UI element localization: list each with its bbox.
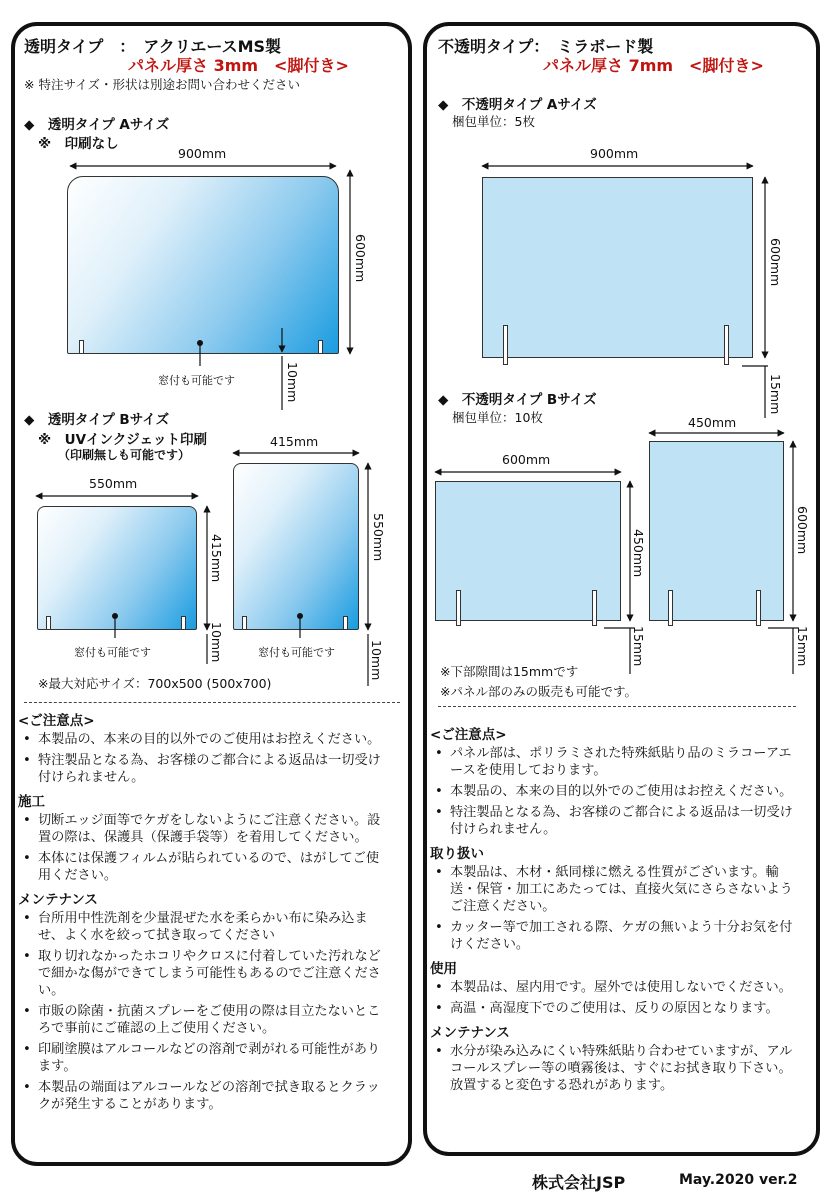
left-caution-title: <ご注意点> [18, 713, 95, 729]
list-item: • 市販の除菌・抗菌スプレーをご使用の際は目立たないところで事前にご確認の上ご使用ください。 [18, 1003, 388, 1037]
left-b1-window-label: 窓付も可能です [74, 646, 151, 659]
right-b1-width-label: 600mm [502, 452, 551, 467]
right-b1-gap-label: 15mm [631, 626, 646, 667]
left-b1-height-label: 415mm [209, 534, 224, 583]
list-item: • 台所用中性洗剤を少量混ぜた水を柔らかい布に染み込ませ、よく水を絞って拭き取ってください [18, 910, 388, 944]
right-a-heading: ◆ 不透明タイプ Aサイズ [438, 97, 597, 113]
list-item: • パネル部は、ポリラミされた特殊紙貼り品のミラコーアエースを使用しております。 [430, 745, 800, 779]
list-item: • 取り切れなかったホコリやクロスに付着していた汚れなどで細かな傷ができてしまう可能性もあるのでご注意ください。 [18, 948, 388, 999]
right-a-pack: 梱包単位：5枚 [452, 114, 535, 129]
left-b-sub: ※ UVインクジェット印刷 [38, 432, 207, 448]
list-item: • 本製品の、本来の目的以外でのご使用はお控えください。 [18, 731, 388, 748]
left-special-note: ※ 特注サイズ・形状は別途お問い合わせください [24, 77, 300, 92]
right-use-title: 使用 [430, 961, 457, 977]
right-caution-title: <ご注意点> [430, 727, 507, 743]
list-item: • 切断エッジ面等でケガをしないようにご注意ください。設置の際は、保護具（保護手袋等）を着用してください。 [18, 812, 388, 846]
left-a-gap-label: 10mm [285, 362, 300, 403]
left-a-window-label: 窓付も可能です [158, 374, 235, 387]
left-b2-height-label: 550mm [371, 513, 386, 562]
right-a-height-label: 600mm [768, 238, 783, 287]
list-item: • 本製品は、屋内用です。屋外では使用しないでください。 [430, 979, 800, 996]
right-b-pack: 梱包単位：10枚 [452, 410, 543, 425]
right-a-width-label: 900mm [590, 146, 639, 161]
list-item: • 高温・高湿度下でのご使用は、反りの原因となります。 [430, 1000, 800, 1017]
left-b2-window-label: 窓付も可能です [258, 646, 335, 659]
right-b2-height-label: 600mm [795, 506, 810, 555]
footer-company: 株式会社JSP [532, 1173, 626, 1192]
left-title: 透明タイプ ： アクリエースMS製 [24, 37, 282, 56]
list-item: • 本製品は、木材・紙同様に燃える性質がございます。輸送・保管・加工にあたっては、直接火気にさらさないようご注意ください。 [430, 864, 800, 915]
left-b1-width-label: 550mm [89, 476, 138, 491]
right-b-heading: ◆ 不透明タイプ Bサイズ [438, 392, 597, 408]
list-item: • カッター等で加工される際、ケガの無いよう十分お気を付けください。 [430, 919, 800, 953]
left-a-heading: ◆ 透明タイプ Aサイズ [24, 117, 170, 133]
right-note-gap: ※下部隙間は15mmです [440, 664, 579, 679]
list-item: • 特注製品となる為、お客様のご都合による返品は一切受け付けられません。 [430, 804, 800, 838]
left-maint-title: メンテナンス [18, 892, 98, 908]
left-b-sub2: （印刷無しも可能です） [58, 448, 191, 462]
list-item: • 特注製品となる為、お客様のご都合による返品は一切受け付けられません。 [18, 752, 388, 786]
left-b2-gap-label: 10mm [369, 640, 384, 681]
left-a-height-label: 600mm [353, 234, 368, 283]
right-handling-title: 取り扱い [430, 846, 484, 862]
footer-version: May.2020 ver.2 [679, 1172, 798, 1188]
right-a-gap-label: 15mm [768, 374, 783, 415]
list-item: • 本体には保護フィルムが貼られているので、はがしてご使用ください。 [18, 850, 388, 884]
left-a-sub: ※ 印刷なし [38, 136, 119, 152]
list-item: • 本製品の、本来の目的以外でのご使用はお控えください。 [430, 783, 800, 800]
left-a-width-label: 900mm [178, 146, 227, 161]
right-maint-title: メンテナンス [430, 1025, 510, 1041]
left-b1-gap-label: 10mm [209, 622, 224, 663]
left-thickness: パネル厚さ 3mm <脚付き> [128, 56, 349, 75]
right-thickness: パネル厚さ 7mm <脚付き> [543, 56, 764, 75]
right-b2-width-label: 450mm [688, 415, 737, 430]
right-b1-height-label: 450mm [631, 529, 646, 578]
list-item: • 水分が染み込みにくい特殊紙貼り合わせていますが、アルコールスプレー等の噴霧後は、すぐにお拭き取り下さい。放置すると変色する恐れがあります。 [430, 1043, 800, 1094]
left-b-heading: ◆ 透明タイプ Bサイズ [24, 412, 170, 428]
right-b2-gap-label: 15mm [795, 626, 810, 667]
right-title: 不透明タイプ： ミラボード製 [438, 37, 654, 56]
right-note-panel-only: ※パネル部のみの販売も可能です。 [440, 684, 637, 699]
left-install-title: 施工 [18, 794, 45, 810]
left-max-size: ※最大対応サイズ：700x500 (500x700) [38, 676, 272, 691]
list-item: • 本製品の端面はアルコールなどの溶剤で拭き取るとクラックが発生することがあります。 [18, 1079, 388, 1113]
left-b2-width-label: 415mm [270, 434, 319, 449]
list-item: • 印刷塗膜はアルコールなどの溶剤で剥がれる可能性があります。 [18, 1041, 388, 1075]
